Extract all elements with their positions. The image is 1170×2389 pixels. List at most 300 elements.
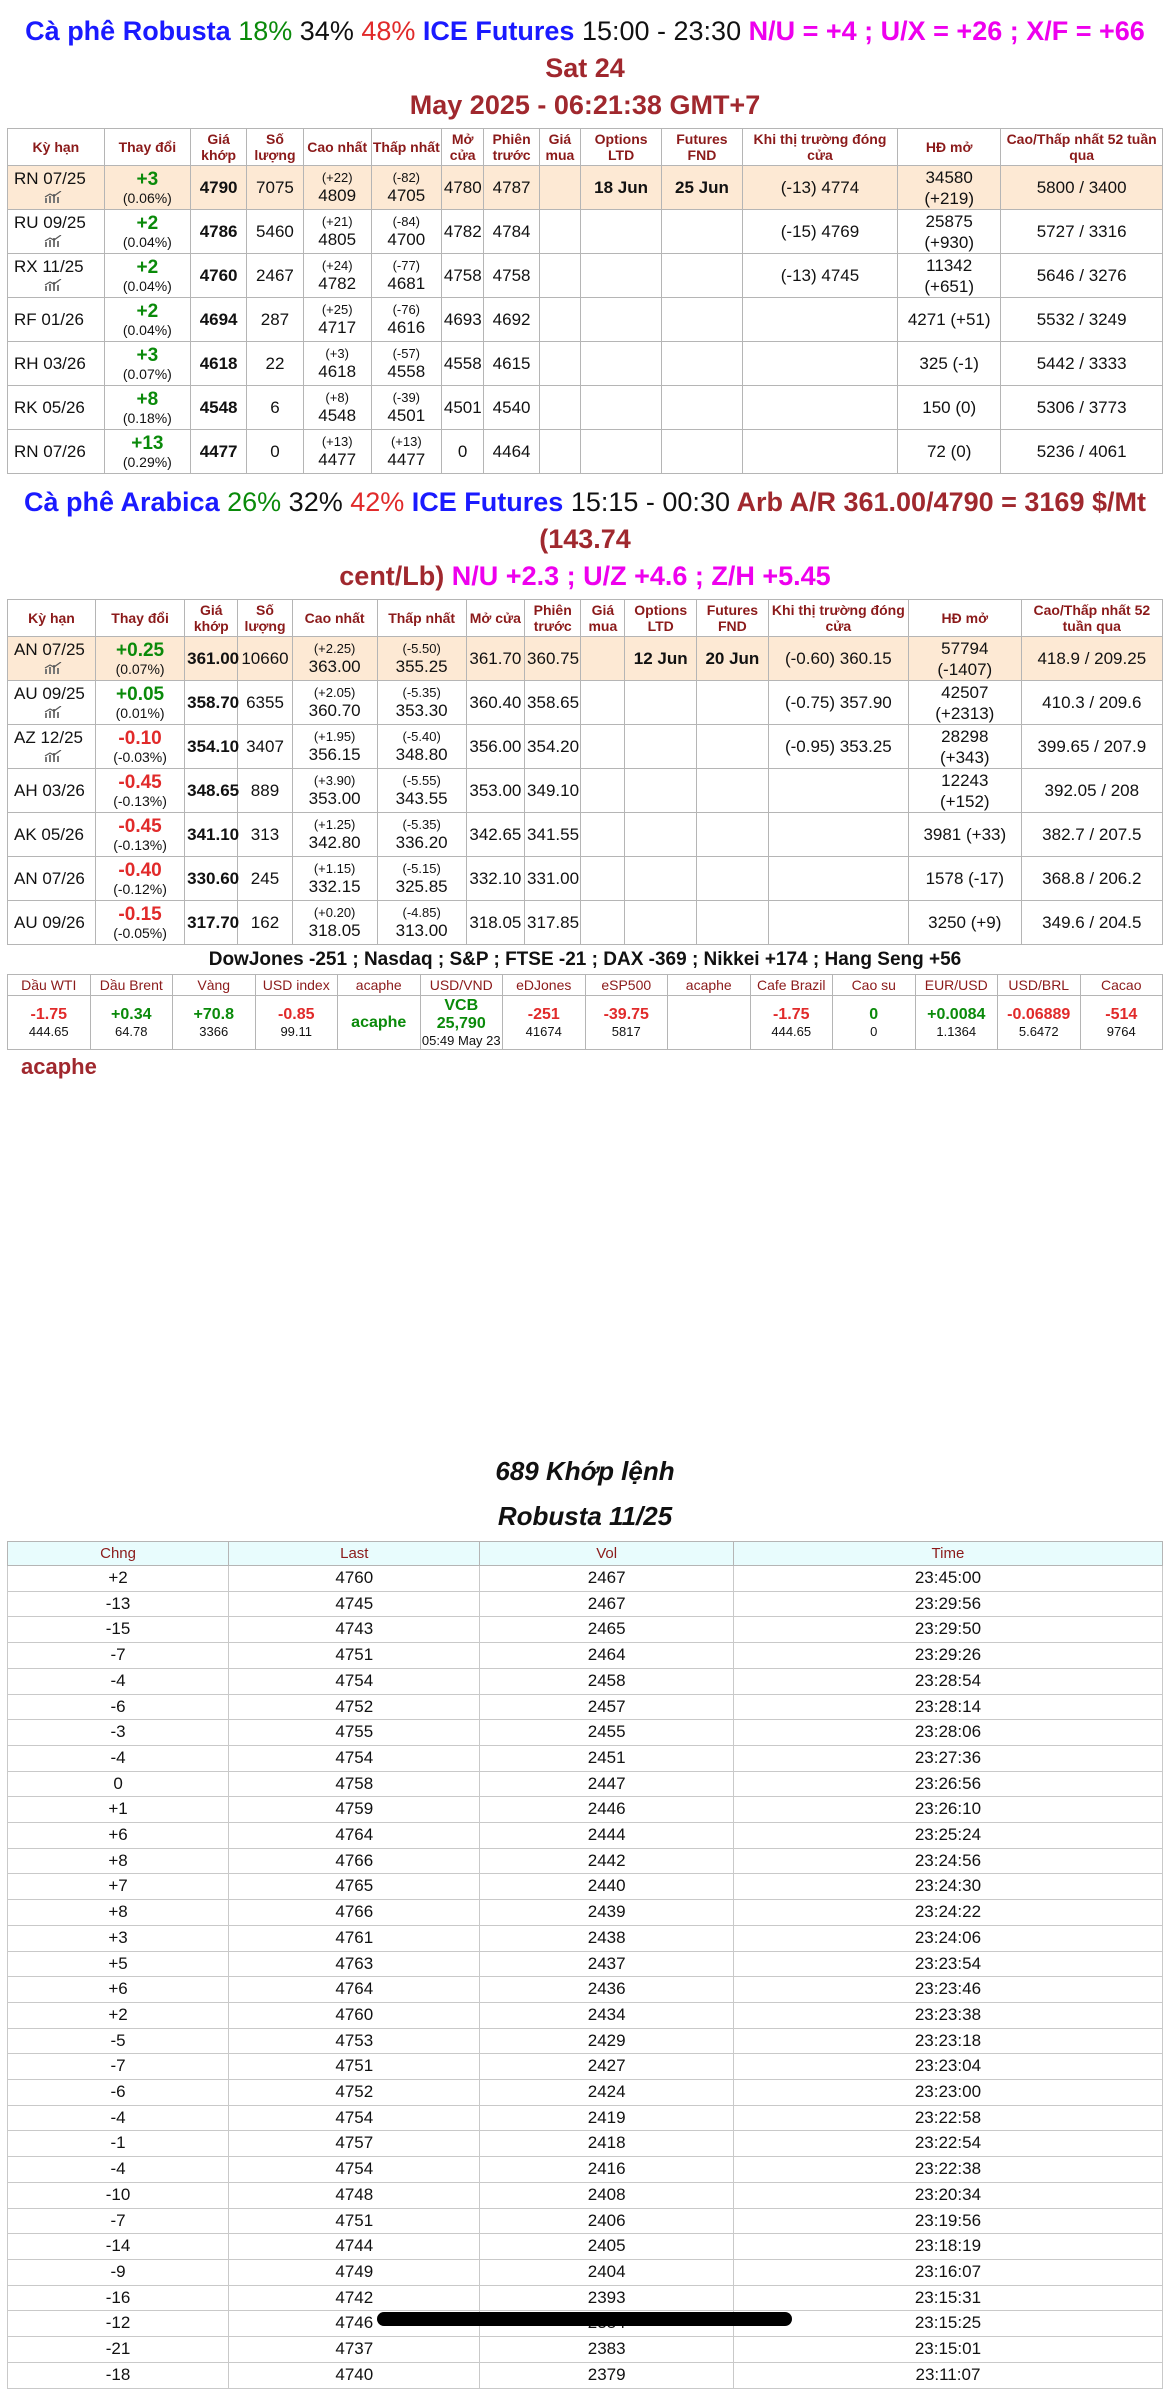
high-change: (+21) [321,213,353,229]
volume: 889 [238,769,292,813]
bid-price [581,857,625,901]
trade-last: 4742 [229,2285,480,2311]
trade-time: 23:28:54 [733,1668,1162,1694]
low-change: (-84) [392,213,421,229]
high-change: (+0.20) [313,904,356,920]
open-interest [898,298,1001,342]
change-percent: (0.04%) [122,277,172,294]
last-price: 4760 [190,254,246,298]
trade-row [8,1797,1163,1823]
low-change: (-5.40) [402,728,441,744]
bid-price [539,298,580,342]
trade-volume: 2467 [480,1566,733,1592]
previous-close: 4758 [484,254,539,298]
index-sub: 1.1364 [936,1024,977,1039]
low-cell [371,210,441,254]
trade-change: -7 [8,1643,229,1669]
futures-fnd: 20 Jun [697,637,769,681]
arabica-table [7,599,1163,945]
trade-last: 4740 [229,2362,480,2388]
change-value: -0.45 [118,815,162,837]
trade-time: 23:11:07 [733,2362,1162,2388]
index-sub: 41674 [525,1024,562,1039]
trade-change: +2 [8,2002,229,2028]
trade-time: 23:29:50 [733,1617,1162,1643]
trade-change: 0 [8,1771,229,1797]
acaphe-link[interactable]: acaphe [21,1054,97,1079]
contract-term-label: RN 07/26 [14,442,86,461]
trade-last: 4752 [229,1694,480,1720]
low-value: 4477 [387,449,426,469]
options-ltd [625,857,697,901]
chart-icon[interactable] [44,191,62,203]
index-sub: 3366 [199,1024,229,1039]
index-cell [998,996,1081,1050]
index-label: acaphe [668,975,751,996]
open-interest [908,901,1021,945]
rob-col-header: HĐ mở [898,129,1001,166]
trade-row [8,2208,1163,2234]
volume: 10660 [238,637,292,681]
contract-term-label: AZ 12/25 [14,727,83,747]
ara-col-header: Cao/Thấp nhất 52 tuần qua [1021,600,1162,637]
low-cell [377,725,466,769]
contract-term [8,681,96,725]
index-value: -0.85 [278,1006,315,1023]
trade-last: 4751 [229,2208,480,2234]
trade-change: -18 [8,2362,229,2388]
home-indicator[interactable] [377,2312,792,2326]
change-percent: (0.07%) [122,365,172,382]
trade-time: 23:22:54 [733,2131,1162,2157]
low-change: (-76) [392,301,421,317]
low-change: (-39) [392,389,421,405]
trade-row [8,1925,1163,1951]
ara-col-header: Số lượng [238,600,292,637]
close-price [768,769,908,813]
high-value: 4805 [318,229,357,249]
open-interest-value: 12243 [941,770,989,790]
high-change: (+1.25) [313,816,356,832]
high-value: 4782 [318,273,357,293]
robusta-exchange: ICE Futures [422,16,575,46]
index-sub: 444.65 [771,1024,812,1039]
trade-time: 23:24:06 [733,1925,1162,1951]
trade-time: 23:29:56 [733,1591,1162,1617]
robusta-pct-1: 18% [238,16,293,46]
previous-close: 4692 [484,298,539,342]
last-price: 4618 [190,342,246,386]
change-percent: (0.04%) [122,233,172,250]
last-price: 4548 [190,386,246,430]
last-price: 358.70 [185,681,238,725]
volume: 22 [247,342,303,386]
bid-price [539,342,580,386]
robusta-title: Cà phê Robusta [25,16,231,46]
volume: 7075 [247,166,303,210]
robusta-pct-2: 34% [299,16,354,46]
ara-col-header: Options LTD [625,600,697,637]
trade-row [8,1848,1163,1874]
trade-time: 23:22:58 [733,2105,1162,2131]
previous-close: 331.00 [525,857,581,901]
trade-change: -6 [8,1694,229,1720]
index-label: eDJones [503,975,586,996]
change-cell [104,210,190,254]
options-ltd [625,681,697,725]
trades-col-header: Time [733,1542,1162,1566]
open-price: 4780 [441,166,484,210]
close-price: (-15) 4769 [742,210,897,254]
options-ltd [625,725,697,769]
trade-last: 4757 [229,2131,480,2157]
trade-last: 4758 [229,1771,480,1797]
index-cell [833,996,916,1050]
futures-fnd [697,901,769,945]
high-value: 318.05 [308,920,361,940]
contract-term-label: AU 09/26 [14,913,85,932]
previous-close: 4787 [484,166,539,210]
trade-volume: 2464 [480,1643,733,1669]
open-price: 4558 [441,342,484,386]
rob-row[interactable] [8,298,1163,342]
index-label: Cao su [833,975,916,996]
rob-row[interactable] [8,386,1163,430]
high-change: (+1.95) [313,728,356,744]
index-label: USD index [255,975,338,996]
ara-row[interactable] [8,813,1163,857]
trade-volume: 2438 [480,1925,733,1951]
trade-time: 23:23:04 [733,2054,1162,2080]
change-value: +3 [136,344,159,366]
trade-row [8,2337,1163,2363]
range-52-week: 349.6 / 204.5 [1021,901,1162,945]
trade-change: -3 [8,1720,229,1746]
low-value: 348.80 [395,744,448,764]
high-cell [303,342,371,386]
chart-icon[interactable] [44,279,62,291]
rob-row[interactable] [8,254,1163,298]
rob-row[interactable] [8,430,1163,474]
options-ltd [581,210,662,254]
futures-fnd [662,430,743,474]
ara-col-header: Thay đổi [96,600,185,637]
options-ltd [581,254,662,298]
trade-time: 23:23:46 [733,1977,1162,2003]
trade-volume: 2406 [480,2208,733,2234]
high-cell [303,386,371,430]
low-value: 336.20 [395,832,448,852]
open-interest [898,210,1001,254]
indices-table [7,974,1163,1050]
previous-close: 4784 [484,210,539,254]
options-ltd [625,813,697,857]
last-price: 330.60 [185,857,238,901]
trade-volume: 2440 [480,1874,733,1900]
robusta-date-part2: May 2025 - 06:21:38 GMT+7 [409,90,761,120]
high-value: 363.00 [308,656,361,676]
open-interest [908,857,1021,901]
bid-price [581,901,625,945]
close-price: (-0.75) 357.90 [768,681,908,725]
high-change: (+8) [325,389,349,405]
trade-volume: 2451 [480,1745,733,1771]
high-cell [303,166,371,210]
index-value: +70.8 [193,1006,234,1023]
open-interest [898,342,1001,386]
open-interest-value: 72 (0) [926,442,972,461]
trade-last: 4743 [229,1617,480,1643]
range-52-week: 5236 / 4061 [1001,430,1163,474]
trade-volume: 2467 [480,1591,733,1617]
trade-last: 4765 [229,1874,480,1900]
close-price [742,386,897,430]
bid-price [581,769,625,813]
trade-time: 23:24:22 [733,1900,1162,1926]
trade-change: -4 [8,1668,229,1694]
index-cell[interactable] [338,996,421,1050]
rob-row[interactable] [8,210,1163,254]
options-ltd: 18 Jun [581,166,662,210]
open-interest-value: 3981 (+33) [923,825,1007,844]
ara-col-header: Futures FND [697,600,769,637]
high-cell [292,637,377,681]
open-price: 4758 [441,254,484,298]
trade-time: 23:15:31 [733,2285,1162,2311]
arbitrage-part1: Arb A/R 361.00/4790 = 3169 $/Mt (143.74 [539,487,1146,554]
low-value: 325.85 [395,876,448,896]
open-interest-value: 25875 [925,211,973,231]
index-label: USD/VND [420,975,503,996]
trade-row [8,2054,1163,2080]
open-interest [898,386,1001,430]
rob-col-header: Khi thị trường đóng cửa [742,129,897,166]
arabica-title: Cà phê Arabica [24,487,220,517]
chart-icon[interactable] [44,235,62,247]
trade-time: 23:23:38 [733,2002,1162,2028]
robusta-table [7,128,1163,474]
trade-change: -4 [8,2157,229,2183]
open-price: 353.00 [466,769,524,813]
index-label: Cacao [1080,975,1163,996]
rob-col-header: Thấp nhất [371,129,441,166]
volume: 287 [247,298,303,342]
open-interest-change: (+219) [924,188,974,208]
index-label: USD/BRL [998,975,1081,996]
rob-col-header: Cao nhất [303,129,371,166]
robusta-pct-3: 48% [361,16,416,46]
index-cell [8,996,91,1050]
trade-last: 4744 [229,2234,480,2260]
open-interest [898,166,1001,210]
trade-last: 4764 [229,1977,480,2003]
trade-last: 4755 [229,1720,480,1746]
trade-change: +6 [8,1823,229,1849]
ara-col-header: Mở cửa [466,600,524,637]
trade-time: 23:45:00 [733,1566,1162,1592]
open-price: 342.65 [466,813,524,857]
change-percent: (-0.12%) [113,880,167,897]
high-cell [292,857,377,901]
change-percent: (0.04%) [122,321,172,338]
change-value: -0.40 [118,859,162,881]
index-sub: 05:49 May 23 [421,1033,501,1048]
rob-col-header: Thay đổi [104,129,190,166]
low-value: 355.25 [395,656,448,676]
trade-row [8,1874,1163,1900]
trades-col-header: Chng [8,1542,229,1566]
chart-icon-wrap [14,746,62,765]
trade-row [8,1823,1163,1849]
change-cell [104,254,190,298]
change-percent: (0.18%) [122,409,172,426]
trade-row [8,2157,1163,2183]
open-interest [908,813,1021,857]
change-cell [96,637,185,681]
contract-term-label: RU 09/25 [14,212,86,232]
index-label: eSP500 [585,975,668,996]
arabica-spreads: N/U +2.3 ; U/Z +4.6 ; Z/H +5.45 [451,561,831,591]
low-change: (-5.50) [402,640,441,656]
open-interest-value: 325 (-1) [919,354,979,373]
trade-change: +5 [8,1951,229,1977]
trade-last: 4760 [229,2002,480,2028]
trade-row [8,2259,1163,2285]
high-change: (+3.90) [313,772,356,788]
trade-last: 4763 [229,1951,480,1977]
trade-last: 4751 [229,1643,480,1669]
contract-term [8,813,96,857]
rob-row[interactable] [8,166,1163,210]
chart-icon[interactable] [44,662,62,674]
chart-icon-wrap [14,231,62,250]
chart-icon-wrap [14,658,62,677]
trades-table [7,1541,1163,2389]
high-value: 4618 [318,361,357,381]
low-change: (-4.85) [402,904,441,920]
ara-row[interactable] [8,637,1163,681]
rob-col-header: Số lượng [247,129,303,166]
range-52-week: 5532 / 3249 [1001,298,1163,342]
index-label: EUR/USD [915,975,998,996]
trade-time: 23:23:00 [733,2080,1162,2106]
trade-last: 4766 [229,1848,480,1874]
ara-col-header: Giá mua [581,600,625,637]
high-value: 4548 [318,405,357,425]
open-interest-change: (+651) [924,276,974,296]
trade-time: 23:18:19 [733,2234,1162,2260]
trade-time: 23:15:25 [733,2311,1162,2337]
volume: 2467 [247,254,303,298]
ara-row[interactable] [8,901,1163,945]
bid-price [581,681,625,725]
index-cell [90,996,173,1050]
ara-row[interactable] [8,857,1163,901]
trade-time: 23:16:07 [733,2259,1162,2285]
index-label: Dầu Brent [90,975,173,996]
open-interest [908,681,1021,725]
trade-last: 4754 [229,1745,480,1771]
futures-fnd [662,386,743,430]
ara-row[interactable] [8,681,1163,725]
futures-fnd [662,210,743,254]
trade-last: 4746 [229,2311,480,2337]
open-price: 4782 [441,210,484,254]
change-cell [96,769,185,813]
trade-volume: 2465 [480,1617,733,1643]
trade-time: 23:25:24 [733,1823,1162,1849]
futures-fnd: 25 Jun [662,166,743,210]
chart-icon-wrap [14,702,62,721]
range-52-week: 5800 / 3400 [1001,166,1163,210]
trade-change: -10 [8,2182,229,2208]
volume: 3407 [238,725,292,769]
trade-time: 23:28:06 [733,1720,1162,1746]
contract-term-label: AK 05/26 [14,825,84,844]
change-value: +2 [136,212,159,234]
trade-time: 23:23:54 [733,1951,1162,1977]
high-change: (+13) [321,433,353,449]
world-indices-line: DowJones -251 ; Nasdaq ; S&P ; FTSE -21 ; DAX -369 ; Nikkei +174 ; Hang Seng +56 [208,949,962,970]
futures-fnd [697,681,769,725]
low-value: 313.00 [395,920,448,940]
trade-row [8,2002,1163,2028]
rob-row[interactable] [8,342,1163,386]
index-value: -0.06889 [1007,1006,1071,1023]
trade-time: 23:29:26 [733,1643,1162,1669]
trade-volume: 2434 [480,2002,733,2028]
contract-term-label: RN 07/25 [14,168,86,188]
trades-count-title: 689 Khớp lệnh [495,1456,675,1486]
open-interest-change: (+152) [939,791,990,811]
ara-row[interactable] [8,725,1163,769]
open-interest-value: 28298 [941,726,989,746]
low-cell [377,813,466,857]
previous-close: 354.20 [525,725,581,769]
change-cell [104,386,190,430]
contract-term [8,637,96,681]
change-cell [96,901,185,945]
low-cell [371,166,441,210]
trade-change: -21 [8,2337,229,2363]
index-sub: 0 [870,1024,878,1039]
trade-row [8,2362,1163,2388]
trade-time: 23:19:56 [733,2208,1162,2234]
blank-spacer [0,1080,1170,1448]
chart-icon[interactable] [44,750,62,762]
low-change: (-5.55) [402,772,441,788]
range-52-week: 418.9 / 209.25 [1021,637,1162,681]
trade-last: 4751 [229,2054,480,2080]
ara-row[interactable] [8,769,1163,813]
ara-col-header: HĐ mở [908,600,1021,637]
trade-change: +1 [8,1797,229,1823]
open-price: 361.70 [466,637,524,681]
trade-row [8,1591,1163,1617]
low-cell [377,681,466,725]
contract-term [8,210,105,254]
rob-col-header: Phiên trước [484,129,539,166]
trade-volume: 2405 [480,2234,733,2260]
trade-row [8,1566,1163,1592]
trades-contract-title: Robusta 11/25 [497,1501,673,1531]
trade-volume: 2457 [480,1694,733,1720]
open-interest-value: 42507 [941,682,989,702]
chart-icon[interactable] [44,706,62,718]
range-52-week: 399.65 / 207.9 [1021,725,1162,769]
trade-row [8,1977,1163,2003]
close-price [742,430,897,474]
